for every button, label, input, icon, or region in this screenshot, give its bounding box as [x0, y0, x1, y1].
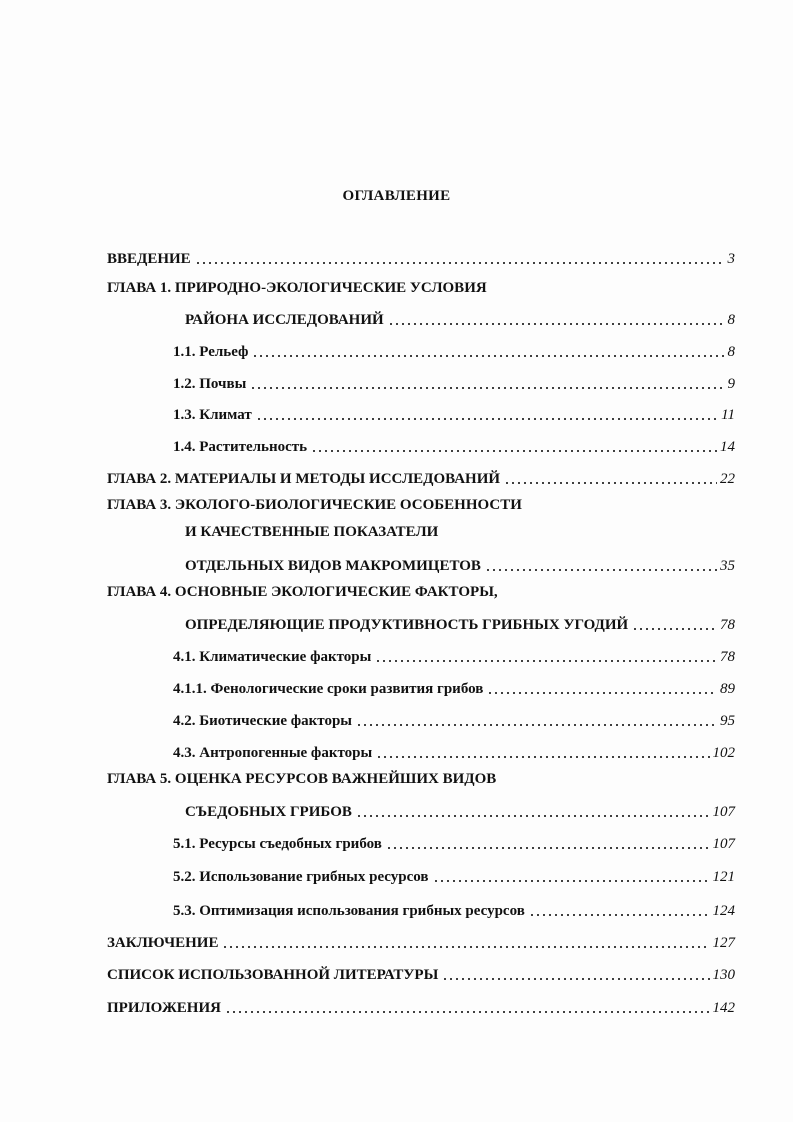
toc-entry-appendix [107, 993, 735, 1017]
dot-leader [485, 569, 717, 571]
toc-page-number: 78 [720, 617, 735, 633]
toc-page-number: 124 [712, 903, 735, 919]
toc-entry-1-2 [173, 369, 735, 393]
toc-entry-chapter-5 [185, 797, 735, 821]
toc-page-number: 107 [712, 836, 735, 852]
toc-entry-5-3 [173, 896, 735, 920]
dot-leader [375, 660, 717, 662]
toc-entry-5-2 [173, 862, 735, 886]
toc-entry-label: 4.1.1. Фенологические сроки развития грибов [173, 681, 484, 697]
toc-entry-label: СЪЕДОБНЫХ ГРИБОВ [185, 804, 352, 820]
toc-entry-label: 1.1. Рельеф [173, 344, 249, 360]
toc-entry-label: 5.3. Оптимизация использования грибных ресурсов [173, 903, 525, 919]
dot-leader [632, 628, 717, 630]
toc-page-number: 78 [720, 649, 735, 665]
toc-entry-chapter-4 [185, 610, 735, 634]
toc-entry-4-2 [173, 706, 735, 730]
toc-entry-label: 4.1. Климатические факторы [173, 649, 372, 665]
toc-entry-label: ОТДЕЛЬНЫХ ВИДОВ МАКРОМИЦЕТОВ [185, 558, 481, 574]
toc-page-number: 3 [727, 251, 735, 267]
dot-leader [256, 418, 718, 420]
dot-leader [487, 692, 717, 694]
toc-page-number: 102 [712, 745, 735, 761]
toc-chapter-1-heading: ГЛАВА 1. ПРИРОДНО-ЭКОЛОГИЧЕСКИЕ УСЛОВИЯ [107, 280, 487, 296]
toc-entry-label: ГЛАВА 2. МАТЕРИАЛЫ И МЕТОДЫ ИССЛЕДОВАНИЙ [107, 471, 501, 487]
dot-leader [433, 880, 710, 882]
toc-entry-4-1 [173, 642, 735, 666]
toc-page-number: 9 [727, 376, 735, 392]
toc-entry-label: 1.4. Растительность [173, 439, 308, 455]
toc-entry-label: ПРИЛОЖЕНИЯ [107, 1000, 221, 1016]
toc-entry-1-1 [173, 337, 735, 361]
toc-page-number: 14 [720, 439, 735, 455]
dot-leader [222, 946, 709, 948]
toc-title: ОГЛАВЛЕНИЕ [342, 188, 451, 204]
toc-page-number: 35 [720, 558, 735, 574]
toc-page-number: 8 [727, 344, 735, 360]
toc-page-number: 22 [720, 471, 735, 487]
dot-leader [311, 450, 717, 452]
toc-chapter-3-subheading: И КАЧЕСТВЕННЫЕ ПОКАЗАТЕЛИ [185, 524, 439, 540]
toc-page-number: 127 [712, 935, 735, 951]
toc-entry-label: ВВЕДЕНИЕ [107, 251, 191, 267]
toc-page-number: 8 [727, 312, 735, 328]
toc-entry-4-3 [173, 738, 735, 762]
dot-leader [388, 323, 725, 325]
toc-page-number: 107 [712, 804, 735, 820]
toc-entry-1-3 [173, 400, 735, 424]
toc-entry-label: РАЙОНА ИССЛЕДОВАНИЙ [185, 312, 384, 328]
toc-entry-label: СПИСОК ИСПОЛЬЗОВАННОЙ ЛИТЕРАТУРЫ [107, 967, 439, 983]
dot-leader [250, 387, 724, 389]
toc-entry-label: 4.2. Биотические факторы [173, 713, 353, 729]
dot-leader [504, 482, 717, 484]
toc-entry-label: 5.2. Использование грибных ресурсов [173, 869, 429, 885]
toc-entry-label: ЗАКЛЮЧЕНИЕ [107, 935, 219, 951]
toc-page-number: 130 [712, 967, 735, 983]
dot-leader [529, 914, 710, 916]
toc-entry-label: 1.3. Климат [173, 407, 252, 423]
toc-entry-4-1-1 [173, 674, 735, 698]
dot-leader [442, 978, 709, 980]
dot-leader [356, 815, 710, 817]
toc-chapter-3-heading: ГЛАВА 3. ЭКОЛОГО-БИОЛОГИЧЕСКИЕ ОСОБЕННОСТИ [107, 497, 522, 513]
toc-entry-1-4 [173, 432, 735, 456]
toc-entry-5-1 [173, 829, 735, 853]
dot-leader [386, 847, 710, 849]
toc-entry-conclusion [107, 928, 735, 952]
dot-leader [225, 1011, 710, 1013]
toc-page-number: 121 [712, 869, 735, 885]
toc-entry-chapter-2 [107, 464, 735, 488]
dot-leader [356, 724, 717, 726]
toc-entry-references [107, 960, 735, 984]
toc-entry-label: 5.1. Ресурсы съедобных грибов [173, 836, 382, 852]
toc-entry-label: ОПРЕДЕЛЯЮЩИЕ ПРОДУКТИВНОСТЬ ГРИБНЫХ УГОДИЙ [185, 617, 629, 633]
toc-chapter-5-heading: ГЛАВА 5. ОЦЕНКА РЕСУРСОВ ВАЖНЕЙШИХ ВИДОВ [107, 771, 497, 787]
dot-leader [252, 355, 724, 357]
toc-entry-label: 1.2. Почвы [173, 376, 247, 392]
toc-page-number: 89 [720, 681, 735, 697]
toc-entry-label: 4.3. Антропогенные факторы [173, 745, 373, 761]
toc-page-number: 142 [712, 1000, 735, 1016]
toc-page-number: 11 [721, 407, 735, 423]
toc-entry-intro [107, 244, 735, 268]
dot-leader [376, 756, 709, 758]
toc-page-number: 95 [720, 713, 735, 729]
toc-chapter-4-heading: ГЛАВА 4. ОСНОВНЫЕ ЭКОЛОГИЧЕСКИЕ ФАКТОРЫ, [107, 584, 498, 600]
dot-leader [195, 262, 725, 264]
toc-entry-chapter-1 [185, 305, 735, 329]
toc-entry-chapter-3 [185, 551, 735, 575]
